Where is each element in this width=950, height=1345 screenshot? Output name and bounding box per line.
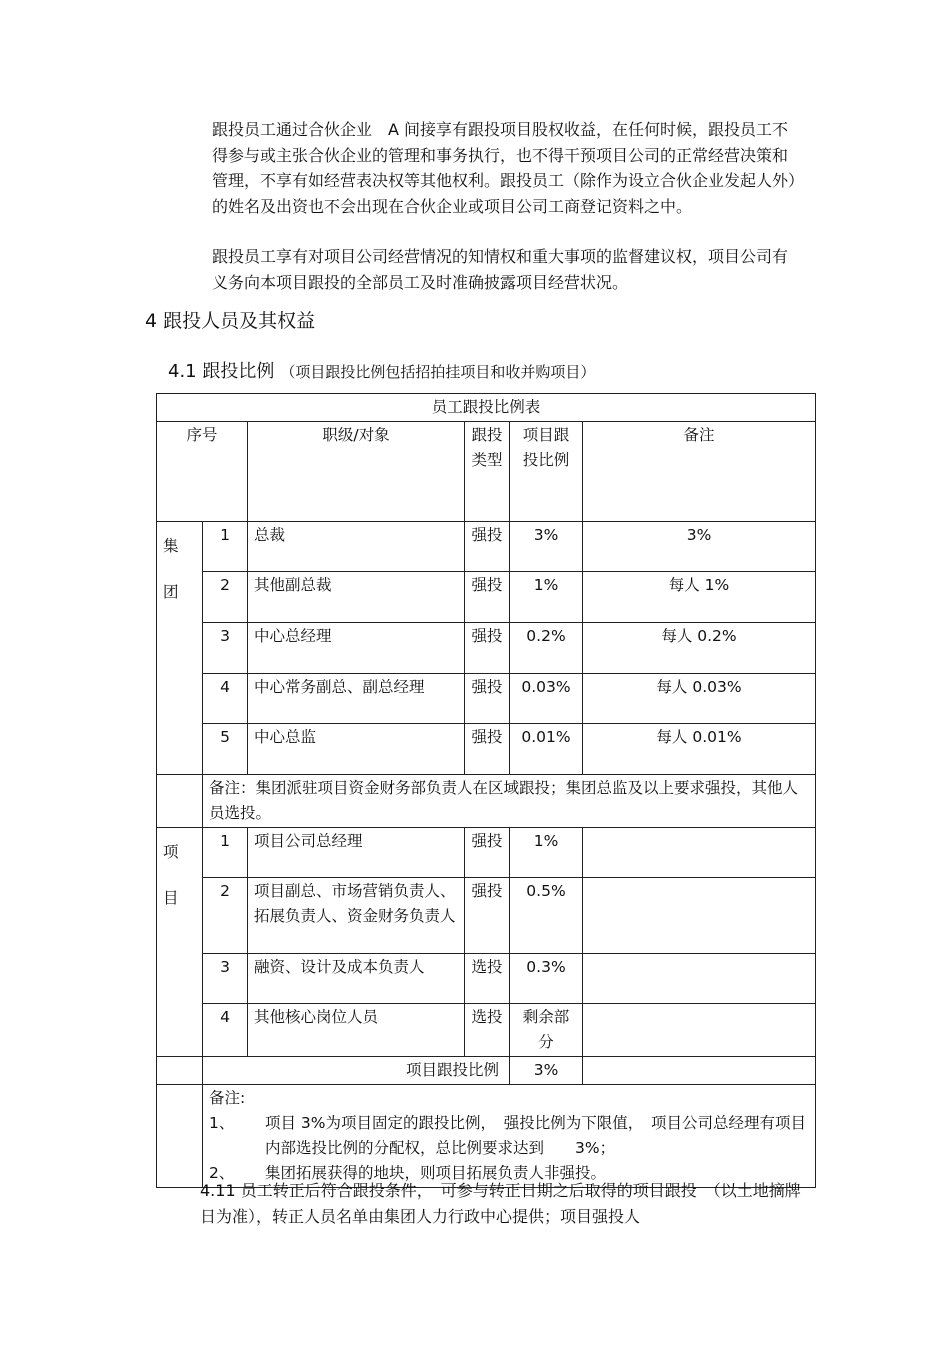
row-type: 选投 [465,954,510,1004]
header-role: 职级/对象 [248,422,465,522]
group-category-cell [157,522,203,775]
table-caption: 员工跟投比例表 [157,394,816,422]
row-ratio: 剩余部分 [510,1004,583,1057]
row-remark [583,1004,816,1057]
row-remark [583,954,816,1004]
project-category-cell [157,828,203,1057]
project-category-label: 项目 [163,843,179,907]
row-role: 其他副总裁 [248,572,465,623]
row-remark [583,828,816,878]
row-ratio: 1% [510,828,583,878]
table-row [157,674,816,724]
row-number: 4 [203,674,248,724]
header-type: 跟投类型 [465,422,510,522]
row-number: 2 [203,572,248,623]
row-ratio: 1% [510,572,583,623]
row-type: 强投 [465,674,510,724]
row-number: 5 [203,724,248,775]
header-ratio: 项目跟投比例 [510,422,583,522]
row-remark [583,878,816,954]
section-4-1-title [168,357,595,383]
intro-paragraph-2: 跟投员工享有对项目公司经营情况的知情权和重大事项的监督建议权，项目公司有义务向本项目跟投的全部员工及时准确披露项目经营状况。 [212,247,789,292]
table-row [157,828,816,878]
ratio-table [156,393,816,1188]
section-4-11-paragraph: 4.11 员工转正后符合跟投条件， 可参与转正日期之后取得的项目跟投 （以土地摘牌日为准），转正人员名单由集团人力行政中心提供；项目强投人 [200,1181,801,1226]
row-number: 3 [203,623,248,674]
section-4-title: 4 跟投人员及其权益 [145,310,316,332]
table-row [157,623,816,674]
row-ratio: 0.01% [510,724,583,775]
row-type: 强投 [465,572,510,623]
header-remark: 备注 [583,422,816,522]
row-remark: 每人 0.2% [583,623,816,674]
project-total-remark [583,1057,816,1085]
footnote-text: 集团拓展获得的地块，则项目拓展负责人非强投。 [265,1164,607,1182]
row-role: 中心总监 [248,724,465,775]
project-total-label: 项目跟投比例 [203,1057,510,1085]
row-role: 融资、设计及成本负责人 [248,954,465,1004]
row-type: 强投 [465,623,510,674]
group-note-spacer [157,775,203,828]
section-4-1-note: （项目跟投比例包括招拍挂项目和收并购项目） [280,363,596,381]
footnote-row [157,1085,816,1188]
project-total-row [157,1057,816,1085]
footnote-text: 项目 3%为项目固定的跟投比例， 强投比例为下限值， 项目公司总经理有项目内部选投比例的分配权，总比例要求达到 3%； [265,1114,807,1157]
table-row [157,522,816,572]
row-number: 4 [203,1004,248,1057]
footnote-spacer [157,1085,203,1188]
row-ratio: 0.03% [510,674,583,724]
row-number: 1 [203,828,248,878]
table-caption-row [157,394,816,422]
group-note: 备注：集团派驻项目资金财务部负责人在区域跟投；集团总监及以上要求强投，其他人员选投。 [203,775,816,828]
table-header-row [157,422,816,522]
footnote-list [209,1111,809,1186]
row-remark: 每人 0.03% [583,674,816,724]
row-role: 项目公司总经理 [248,828,465,878]
row-ratio: 3% [510,522,583,572]
row-ratio: 0.2% [510,623,583,674]
row-role: 中心常务副总、副总经理 [248,674,465,724]
total-spacer [157,1057,203,1085]
table-row [157,954,816,1004]
footnote-heading: 备注: [209,1089,246,1107]
footnote-number: 1、 [209,1114,235,1132]
row-role: 中心总经理 [248,623,465,674]
row-type: 强投 [465,828,510,878]
row-role: 项目副总、市场营销负责人、拓展负责人、资金财务负责人 [248,878,465,954]
row-remark: 每人 0.01% [583,724,816,775]
footnote-cell [203,1085,816,1188]
row-ratio: 0.5% [510,878,583,954]
footnote-number: 2、 [209,1164,235,1182]
row-remark: 3% [583,522,816,572]
group-note-row [157,775,816,828]
table-row [157,724,816,775]
row-number: 1 [203,522,248,572]
project-total-value: 3% [510,1057,583,1085]
table-row [157,1004,816,1057]
table-row [157,572,816,623]
row-role: 总裁 [248,522,465,572]
table-row [157,878,816,954]
row-type: 强投 [465,878,510,954]
intro-paragraph-1: 跟投员工通过合伙企业 A 间接享有跟投项目股权收益，在任何时候，跟投员工不得参与或主张合伙企业的管理和事务执行，也不得干预项目公司的正常经营决策和管理，不享有如经营表决权等其他权利。跟投员工（除作为设立合伙企业发起人外）的姓名及出资也不会出现在合伙企业或项目公司工商登记资料之中。 [212,120,797,216]
row-ratio: 0.3% [510,954,583,1004]
row-role: 其他核心岗位人员 [248,1004,465,1057]
row-type: 强投 [465,724,510,775]
row-type: 强投 [465,522,510,572]
row-remark: 每人 1% [583,572,816,623]
header-seq: 序号 [157,422,248,522]
list-item [209,1111,809,1161]
section-4-1-heading: 4.1 跟投比例 [168,361,275,382]
group-category-label: 集团 [163,537,179,601]
row-number: 2 [203,878,248,954]
row-type: 选投 [465,1004,510,1057]
row-number: 3 [203,954,248,1004]
